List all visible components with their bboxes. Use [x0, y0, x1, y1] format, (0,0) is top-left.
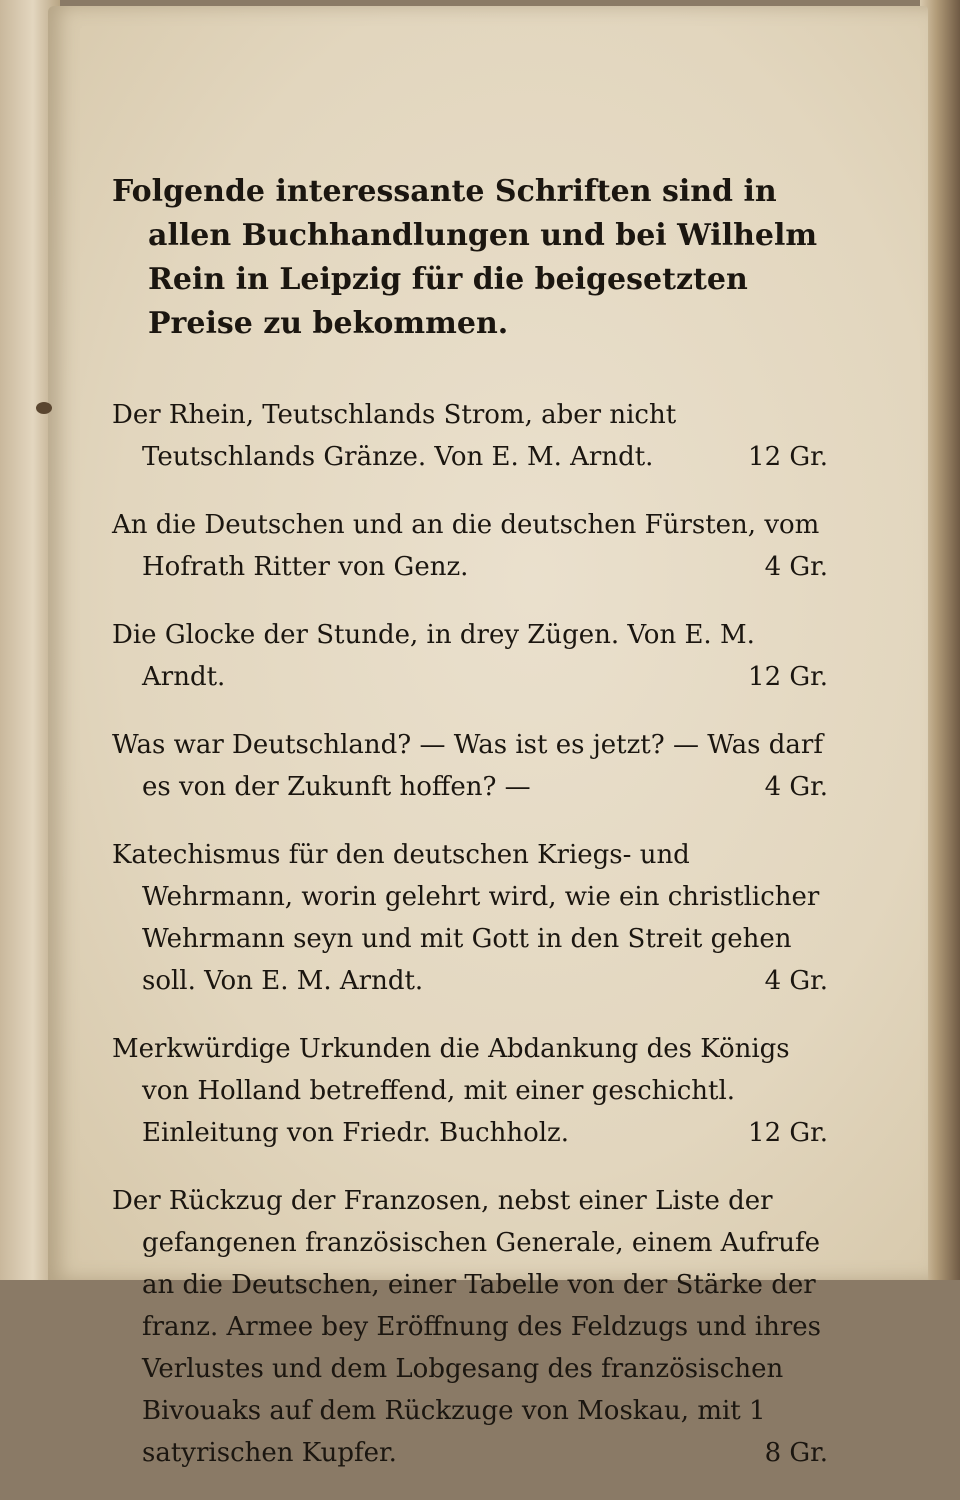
- book-listing-entry: [112, 1028, 832, 1154]
- entry-title: An die Deutschen und an die deutschen Fürsten, vom Hofrath Ritter von Genz.: [112, 510, 820, 582]
- entry-price: 4 Gr.: [764, 552, 828, 582]
- book-listing-entry: [112, 614, 832, 698]
- entry-title: Was war Deutschland? — Was ist es jetzt? — Was darf es von der Zukunft hoffen? —: [112, 730, 823, 802]
- page-content: [112, 170, 832, 1500]
- entry-price: 4 Gr.: [764, 772, 828, 802]
- book-listing-entry: [112, 834, 832, 1002]
- entry-title: Katechismus für den deutschen Kriegs- und Wehrmann, worin gelehrt wird, wie ein christlicher Wehrmann seyn und mit Gott in den Streit gehen soll. Von E. M. Arndt.: [112, 840, 820, 996]
- entry-price: 12 Gr.: [748, 662, 828, 692]
- entry-price: 4 Gr.: [764, 966, 828, 996]
- book-listing-entry: [112, 504, 832, 588]
- entry-price: 12 Gr.: [748, 1118, 828, 1148]
- binding-stitch: [36, 402, 52, 414]
- entry-price: 12 Gr.: [748, 442, 828, 472]
- book-listing-entry: [112, 394, 832, 478]
- entry-title: Der Rhein, Teutschlands Strom, aber nicht Teutschlands Gränze. Von E. M. Arndt.: [112, 400, 677, 472]
- entry-title: Der Rückzug der Franzosen, nebst einer Liste der gefangenen französischen Generale, einem Aufrufe an die Deutschen, einer Tabelle von der Stärke der franz. Armee bey Eröffnung des Feldzugs und ihres Verlustes und dem Lobgesang des französischen Bivouaks auf dem Rückzuge von Moskau, mit 1 satyrischen Kupfer.: [112, 1186, 821, 1468]
- entry-title: Merkwürdige Urkunden die Abdankung des Königs von Holland betreffend, mit einer geschichtl. Einleitung von Friedr. Buchholz.: [112, 1034, 790, 1148]
- intro-paragraph: Folgende interessante Schriften sind in allen Buchhandlungen und bei Wilhelm Rein in Leipzig für die beigesetzten Preise zu bekommen.: [112, 174, 818, 341]
- book-listing-entry: [112, 1180, 832, 1474]
- entry-price: 8 Gr.: [764, 1438, 828, 1468]
- entry-title: Die Glocke der Stunde, in drey Zügen. Von E. M. Arndt.: [112, 620, 755, 692]
- book-listing-entry: [112, 724, 832, 808]
